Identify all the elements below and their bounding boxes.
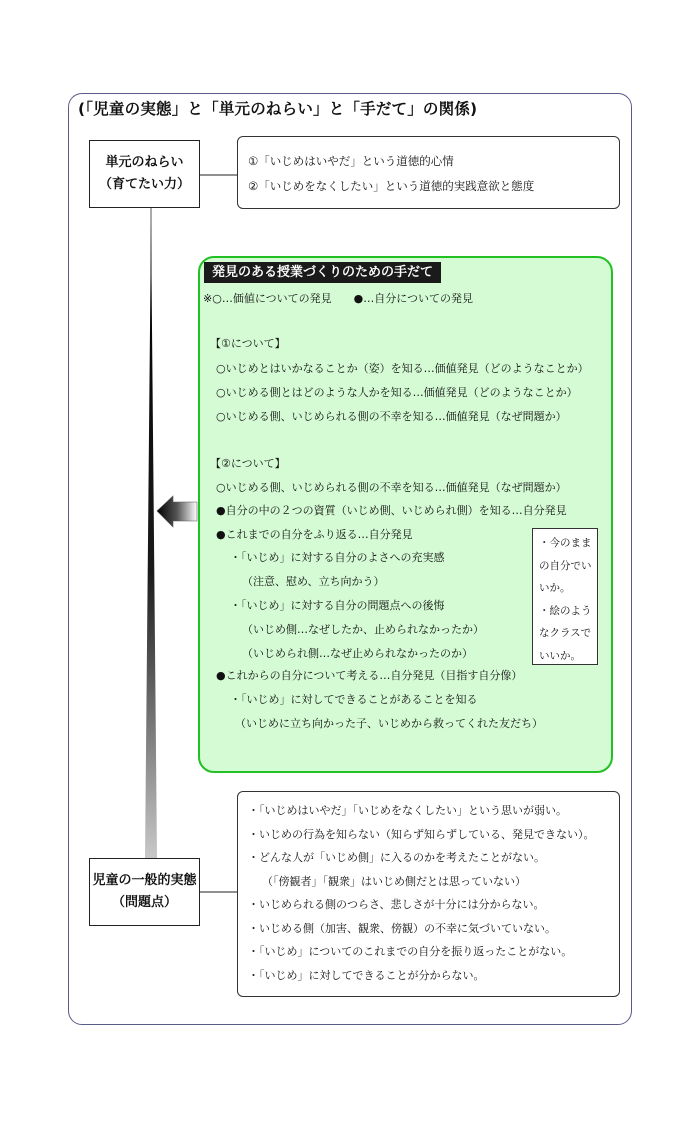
panel-legend: ※○…価値についての発見 ●…自分についての発見 [203, 292, 473, 305]
section2-item: ●これまでの自分をふり返る…自分発見 [216, 528, 413, 541]
goal-item: ①「いじめはいやだ」という道徳的心情 [248, 154, 454, 168]
section2-item: ○いじめる側、いじめられる側の不幸を知る…価値発見（なぜ問題か） [216, 481, 567, 494]
reflection-question-line: ・絵のよう [539, 604, 592, 617]
section1-item: ○いじめる側、いじめられる側の不幸を知る…価値発見（なぜ問題か） [216, 410, 567, 423]
growth-pillar [145, 222, 157, 858]
reflection-question-line: ・今のまま [539, 537, 592, 549]
student-state-list [237, 791, 620, 997]
unit-goal-box [89, 140, 200, 208]
state-item: ・いじめの行為を知らない（知らず知らずしている、発見できない）。 [248, 827, 595, 841]
reflection-question-box [532, 528, 598, 665]
state-item: ・「いじめ」に対してできることが分からない。 [248, 968, 485, 982]
section1-item: ○いじめとはいかなることか（姿）を知る…価値発見（どのようなことか） [216, 362, 589, 375]
unit-goal-sublabel: （育てたい力） [98, 177, 190, 192]
goal-item: ②「いじめをなくしたい」という道徳的実践意欲と態度 [248, 179, 535, 193]
section1-heading: 【①について】 [210, 337, 286, 350]
state-item: （「傍観者」「観衆」はいじめ側だとは思っていない） [262, 874, 526, 888]
state-item: ・どんな人が「いじめ側」に入るのかを考えたことがない。 [248, 851, 545, 864]
reflection-question-line: の自分でい [539, 559, 592, 572]
left-arrow [157, 496, 197, 527]
section2-subitem: （いじめられ側…なぜ止められなかったのか） [242, 647, 473, 660]
state-item: ・「いじめはいやだ」「いじめをなくしたい」という思いが弱い。 [248, 804, 567, 817]
student-state-sublabel: （問題点） [111, 895, 177, 910]
state-item: ・「いじめ」についてのこれまでの自分を振り返ったことがない。 [248, 945, 573, 958]
section2-item: ●自分の中の２つの資質（いじめ側、いじめられ側）を知る…自分発見 [216, 504, 567, 517]
section2-subitem: （いじめ側…なぜしたか、止められなかったか） [242, 623, 484, 636]
section2-subitem: ・「いじめ」に対してできることがあることを知る [230, 693, 478, 706]
section2-subitem: （いじめに立ち向かった子、いじめから救ってくれた友だち） [235, 717, 543, 730]
section1-item: ○いじめる側とはどのような人かを知る…価値発見（どのようなことか） [216, 386, 578, 399]
state-item: ・いじめられる側のつらさ、悲しさが十分には分からない。 [248, 898, 545, 911]
unit-goal-list [237, 136, 620, 209]
section2-subitem: ・「いじめ」に対する自分の問題点への後悔 [230, 599, 445, 612]
section2-heading: 【②について】 [210, 457, 286, 470]
panel-header: 発見のある授業づくりのための手だて [204, 262, 441, 283]
state-item: ・いじめる側（加害、観衆、傍観）の不幸に気づいていない。 [248, 921, 556, 935]
reflection-question-line: いか。 [539, 582, 571, 594]
reflection-question-line: いいか。 [539, 649, 581, 662]
unit-goal-label: 単元のねらい [105, 155, 184, 170]
section2-subitem: （注意、慰め、立ち向かう） [242, 575, 385, 588]
student-state-label: 児童の一般的実態 [92, 873, 197, 888]
section2-item: ●これからの自分について考える…自分発見（目指す自分像） [216, 669, 523, 682]
student-state-box [89, 858, 200, 926]
diagram-title: (「児童の実態」と「単元のねらい」と「手だて」の関係) [78, 100, 478, 118]
reflection-question-line: なクラスで [539, 627, 592, 639]
section2-subitem: ・「いじめ」に対する自分のよさへの充実感 [230, 551, 445, 564]
